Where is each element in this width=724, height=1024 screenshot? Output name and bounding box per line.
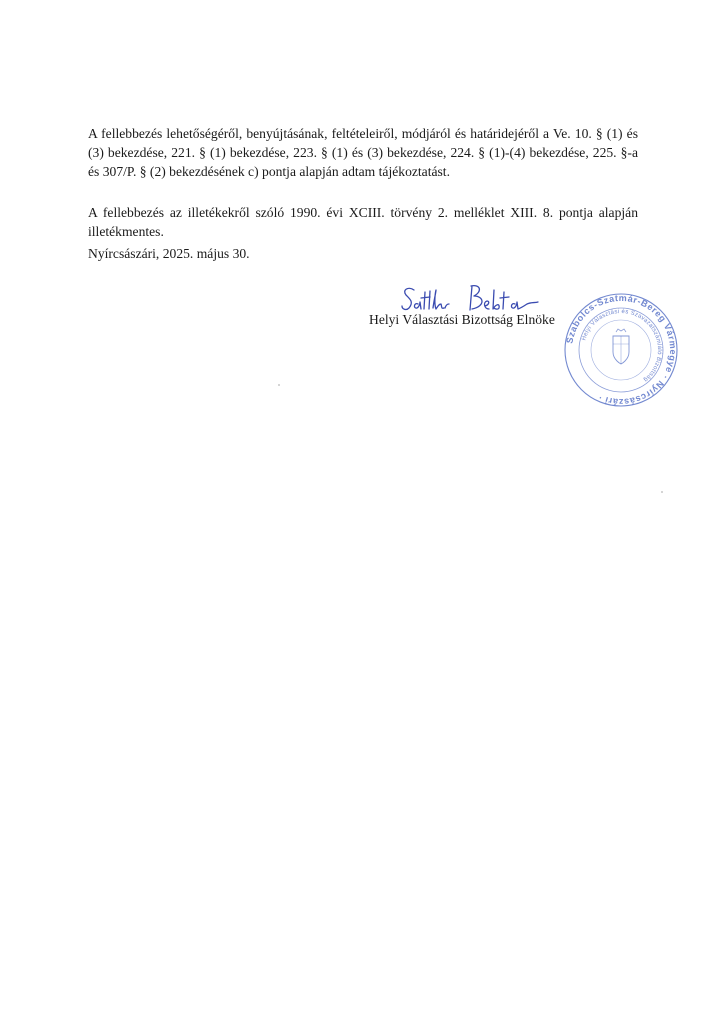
signatory-title: Helyi Választási Bizottság Elnöke	[369, 312, 555, 327]
information-paragraph: A fellebbezés lehetőségéről, benyújtásának, feltételeiről, módjáról és határidejéről a Ve. 10. § (1) és (3) bekezdése, 221. § (1) bekezdése, 223. § (1) és (3) bekezdése, 224. § (1)-(4) bekezdése, 225. §-a és 307/P. § (2) bekezdésének c) pontja alapján adtam tájékoztatást.	[88, 126, 638, 179]
scan-speck	[661, 491, 663, 493]
place-date: Nyírcsászári, 2025. május 30.	[88, 246, 250, 261]
fee-exemption-paragraph: A fellebbezés az illetékekről szóló 1990. évi XCIII. törvény 2. melléklet XIII. 8. pontja alapján illetékmentes.	[88, 205, 638, 239]
official-stamp	[563, 292, 679, 408]
scan-speck	[278, 384, 280, 386]
stamp-inner-text: Helyi Választási és Szavazatszámláló Bizottság	[581, 308, 663, 383]
stamp-outer-text: Szabolcs-Szatmár-Bereg Vármegye · Nyírcsászári ·	[564, 292, 679, 408]
